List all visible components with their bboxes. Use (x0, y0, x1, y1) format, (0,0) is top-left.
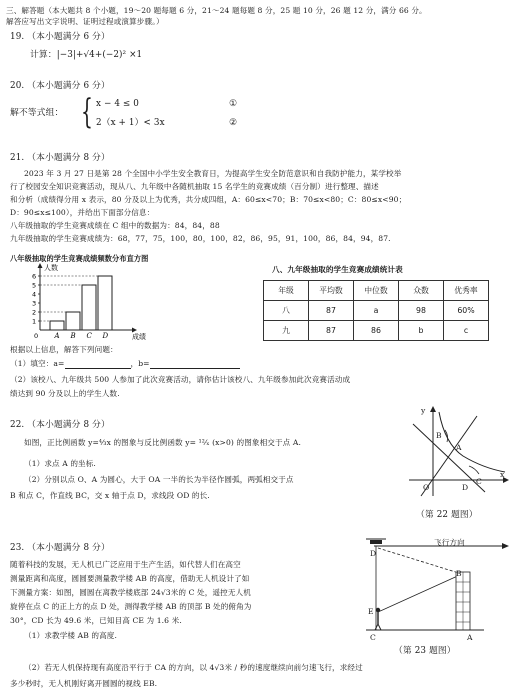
q20-title: 20. （本小题满分 6 分） (10, 81, 110, 91)
answer-blank-a (65, 359, 131, 369)
q22-label-o: O (423, 483, 430, 492)
section-heading: 三、解答题（本大题共 8 个小题，19～20 题每题 6 分，21～24 题每题 8 分，25 题 10 分，26 题 12 分，满分 66 分。 (6, 6, 427, 15)
q21-line: D：90≤x≤100），并给出下面部分信息： (10, 208, 155, 217)
histogram-chart (14, 262, 184, 342)
building-icon (456, 572, 470, 630)
q23-line: 30°，CD 长为 49.6 米，已知目高 CE 为 1.6 米. (10, 616, 182, 625)
q19-text: 计算：|−3|+√4+(−2)² ×1 (30, 50, 143, 60)
q22-label-b: B (436, 431, 442, 440)
q23-line: （1）求教学楼 AB 的高度. (24, 631, 117, 640)
q23-line: 测量距离和高度，圆圆要测量教学楼 AB 的高度，借助无人机设计了如 (10, 574, 250, 583)
q23-caption: （第 23 题图） (394, 646, 456, 656)
x-tick-label: C (86, 332, 92, 340)
q22-line: B 和点 C，作直线 BC，交 x 轴于点 D，求线段 OD 的长. (10, 491, 210, 500)
table-cell: 87 (309, 301, 354, 321)
stats-table (263, 280, 489, 341)
answer-blank-b (150, 359, 240, 369)
q22-title: 22. （本小题满分 8 分） (10, 420, 110, 430)
y-tick-label: 2 (32, 308, 37, 317)
table-cell: 八 (264, 301, 309, 321)
q23-line: 旋停在点 C 的正上方的点 D 处，测得教学楼 AB 的顶部 B 处的俯角为 (10, 602, 252, 611)
q23-label-c: C (370, 633, 376, 642)
q22-line: 如图，正比例函数 y=⁴⁄₃x 的图象与反比例函数 y= ¹²⁄ₓ (x>0) 的图象相交于点 A. (24, 438, 301, 447)
q23-line: （2）若无人机保持现有高度沿平行于 CA 的方向，以 4√3米 / 秒的速度继续向前匀速飞行，求经过 (24, 663, 363, 672)
bar (82, 285, 96, 330)
drone-icon (366, 539, 386, 544)
table-cell: a (354, 301, 399, 321)
table-header-cell: 年级 (264, 281, 309, 301)
q23-label-a: A (467, 633, 473, 642)
q21-line: 行了校园安全知识竞赛活动，现从八、九年级中各随机抽取 15 名学生的竞赛成绩（百分制）进行整理、描述 (10, 182, 379, 191)
table-header-row (264, 281, 489, 301)
q20-mark2: ② (229, 118, 237, 128)
bar (66, 312, 80, 330)
x-tick-label: D (102, 332, 109, 340)
histogram-title: 八年级抽取的学生竞赛成绩频数分布直方图 (10, 254, 149, 263)
q19-title: 19. （本小题满分 6 分） (10, 32, 110, 42)
table-header-cell: 众数 (399, 281, 444, 301)
q21-fill-mid: ，b= (130, 359, 150, 368)
x-axis-label: 成绩 (132, 333, 146, 341)
table-row (264, 301, 489, 321)
bar (98, 276, 112, 330)
q23-label-b: B (456, 569, 462, 578)
stats-table-title: 八、九年级抽取的学生竞赛成绩统计表 (272, 265, 403, 274)
q21-after: 绩达到 90 分及以上的学生人数. (10, 389, 120, 398)
origin-label: 0 (34, 332, 39, 340)
q21-line: 和分析（成绩得分用 x 表示，80 分及以上为优秀，共分成四组，A：60≤x<70；B：70≤x<80；C：80≤x<90； (10, 195, 407, 204)
table-cell: c (444, 321, 489, 341)
bar (50, 321, 64, 330)
x-tick-label: A (54, 332, 60, 340)
q21-fill-prefix: （1）填空：a= (10, 359, 65, 368)
q23-line: 下测量方案：如图，圆圆在离教学楼底部 24√3米的 C 处，遥控无人机 (10, 588, 251, 597)
table-header-cell: 平均数 (309, 281, 354, 301)
q21-title: 21. （本小题满分 8 分） (10, 153, 110, 163)
q23-line: 随着科技的发展，无人机已广泛应用于生产生活，如代替人们在高空 (10, 560, 241, 569)
section-note: 解答应写出文字说明、证明过程或演算步骤。） (6, 17, 164, 26)
table-cell: 86 (354, 321, 399, 341)
q21-line: 2023 年 3 月 27 日是第 28 个全国中小学生安全教育日，为提高学生安全防范意识和自我防护能力，某学校举 (24, 169, 402, 178)
q23-title: 23. （本小题满分 8 分） (10, 543, 110, 553)
q20-mark1: ① (229, 99, 237, 109)
y-axis-arrow (38, 263, 43, 268)
q20-ineq1: x − 4 ≤ 0 (96, 99, 139, 109)
q23-label-direction: 飞行方向 (434, 538, 465, 547)
q22-label-d: D (462, 483, 469, 492)
y-tick-label: 5 (32, 281, 37, 290)
q21-line: 九年级抽取的学生竞赛成绩为：68，77，75，100，80，100，82，86，95，91，100，86，84，94，87. (10, 234, 391, 243)
table-cell: b (399, 321, 444, 341)
y-tick-label: 1 (32, 317, 37, 326)
q20-prefix: 解不等式组： (10, 108, 64, 118)
table-header-cell: 中位数 (354, 281, 399, 301)
table-cell: 98 (399, 301, 444, 321)
q20-brace: { (81, 92, 93, 132)
q23-label-e: E (368, 607, 374, 616)
y-axis-label: 人数 (44, 264, 58, 272)
q20-ineq2: 2（x + 1）< 3x (96, 118, 165, 128)
table-header-cell: 优秀率 (444, 281, 489, 301)
table-cell: 60% (444, 301, 489, 321)
q22-label-a: A (456, 443, 462, 452)
q22-line: （1）求点 A 的坐标. (24, 459, 96, 468)
q22-caption: （第 22 题图） (416, 510, 478, 520)
y-tick-label: 6 (32, 272, 37, 281)
x-axis-arrow (132, 328, 137, 333)
q21-after: （2）该校八、九年级共 500 人参加了此次竞赛活动，请你估计该校八、九年级参加此次竞赛活动成 (10, 375, 351, 384)
q23-figure (364, 532, 514, 640)
table-row (264, 321, 489, 341)
q23-label-d: D (370, 549, 377, 558)
q23-line: 多少秒时，无人机刚好离开圆圆的视线 EB. (10, 679, 158, 688)
q21-line: 八年级抽取的学生竞赛成绩在 C 组中的数据为：84，84，88 (10, 221, 220, 230)
q22-label-y: y (421, 406, 426, 415)
q22-line: （2）分别以点 O、A 为圆心，大于 OA 一半的长为半径作圆弧，两弧相交于点 (24, 475, 294, 484)
q21-fill (10, 358, 240, 369)
table-cell: 87 (309, 321, 354, 341)
x-tick-label: B (70, 332, 76, 340)
table-cell: 九 (264, 321, 309, 341)
q22-label-c: C (476, 477, 482, 486)
q21-after: 根据以上信息，解答下列问题： (10, 345, 118, 354)
y-tick-label: 3 (32, 299, 37, 308)
q22-label-x: x (500, 470, 505, 479)
y-tick-label: 4 (32, 290, 37, 299)
